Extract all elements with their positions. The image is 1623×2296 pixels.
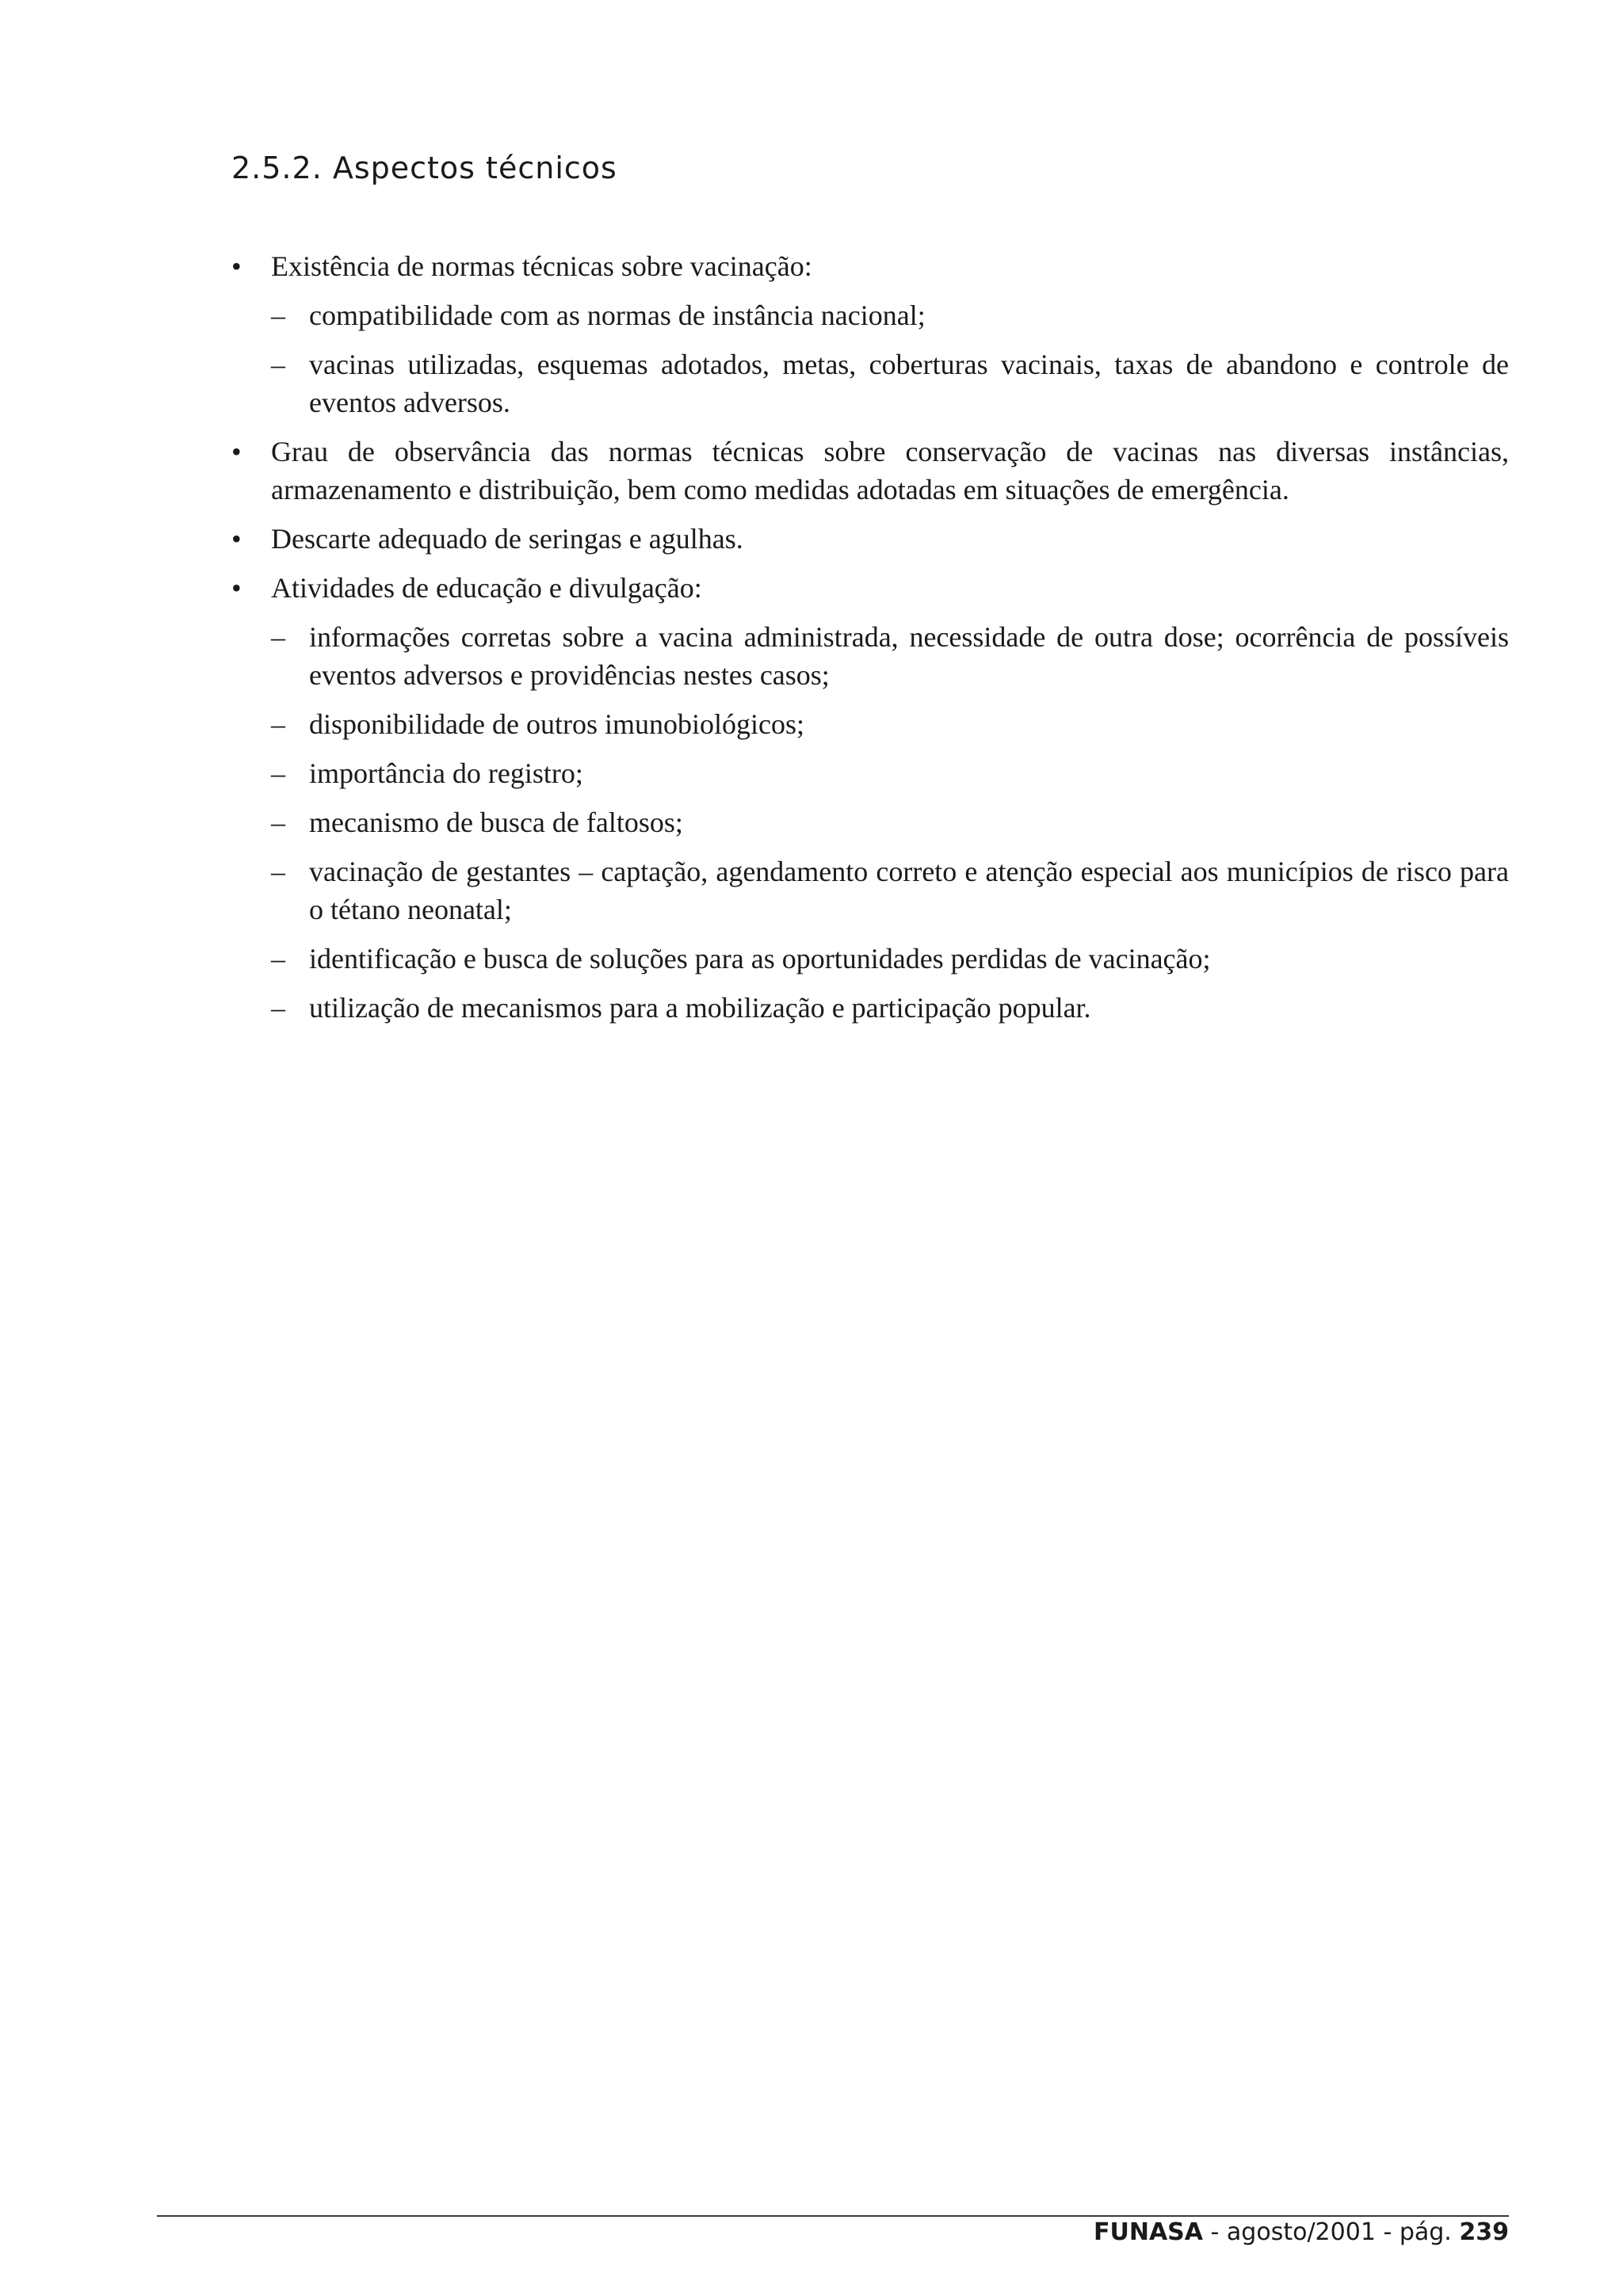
page-footer [1094, 2218, 1509, 2246]
sub-item [231, 618, 1509, 694]
bullet-marker: • [231, 436, 242, 467]
footer-page-label: pág. [1399, 2218, 1452, 2246]
sub-item-text: compatibilidade com as normas de instância nacional; [309, 299, 926, 331]
sub-item-text: informações corretas sobre a vacina administrada, necessidade de outra dose; ocorrência de possíveis eventos adversos e providências nestes casos; [309, 621, 1509, 691]
bullet-marker: • [231, 572, 242, 604]
dash-marker: – [271, 349, 285, 380]
sub-item-text: vacinas utilizadas, esquemas adotados, metas, coberturas vacinais, taxas de abandono e controle de eventos adversos. [309, 349, 1509, 418]
footer-date: agosto/2001 [1226, 2218, 1376, 2246]
bullet-text: Grau de observância das normas técnicas sobre conservação de vacinas nas diversas instâncias, armazenamento e distribuição, bem como medidas adotadas em situações de emergência. [271, 436, 1509, 505]
sub-item [231, 803, 1509, 841]
bullet-marker: • [231, 523, 242, 555]
sub-item [231, 940, 1509, 978]
dash-marker: – [271, 708, 285, 740]
sub-item [231, 852, 1509, 929]
bullet-item [231, 247, 1509, 285]
bullet-item [231, 433, 1509, 509]
section-heading: 2.5.2. Aspectos técnicos [231, 151, 617, 185]
footer-page-number: 239 [1459, 2218, 1509, 2246]
dash-marker: – [271, 856, 285, 887]
dash-marker: – [271, 992, 285, 1024]
sub-item-text: vacinação de gestantes – captação, agendamento correto e atenção especial aos municípios de risco para o tétano neonatal; [309, 856, 1509, 925]
dash-marker: – [271, 299, 285, 331]
sub-item-text: importância do registro; [309, 757, 583, 789]
sub-item-text: disponibilidade de outros imunobiológicos; [309, 708, 804, 740]
footer-separator: - [1203, 2218, 1227, 2246]
sub-item [231, 754, 1509, 792]
dash-marker: – [271, 757, 285, 789]
footer-org: FUNASA [1094, 2218, 1204, 2246]
sub-item [231, 989, 1509, 1027]
dash-marker: – [271, 621, 285, 653]
dash-marker: – [271, 943, 285, 974]
bullet-text: Atividades de educação e divulgação: [271, 572, 702, 604]
sub-item [231, 296, 1509, 334]
bullet-item [231, 520, 1509, 558]
dash-marker: – [271, 807, 285, 838]
sub-item-text: utilização de mecanismos para a mobilização e participação popular. [309, 992, 1091, 1024]
sub-item-text: mecanismo de busca de faltosos; [309, 807, 683, 838]
sub-item-text: identificação e busca de soluções para as oportunidades perdidas de vacinação; [309, 943, 1211, 974]
sub-item [231, 705, 1509, 743]
bullet-item [231, 569, 1509, 607]
footer-divider [157, 2215, 1509, 2217]
sub-item [231, 345, 1509, 421]
bullet-marker: • [231, 250, 242, 282]
bullet-text: Descarte adequado de seringas e agulhas. [271, 523, 743, 555]
bullet-list [231, 247, 1509, 1038]
footer-separator: - [1375, 2218, 1400, 2246]
bullet-text: Existência de normas técnicas sobre vacinação: [271, 250, 812, 282]
